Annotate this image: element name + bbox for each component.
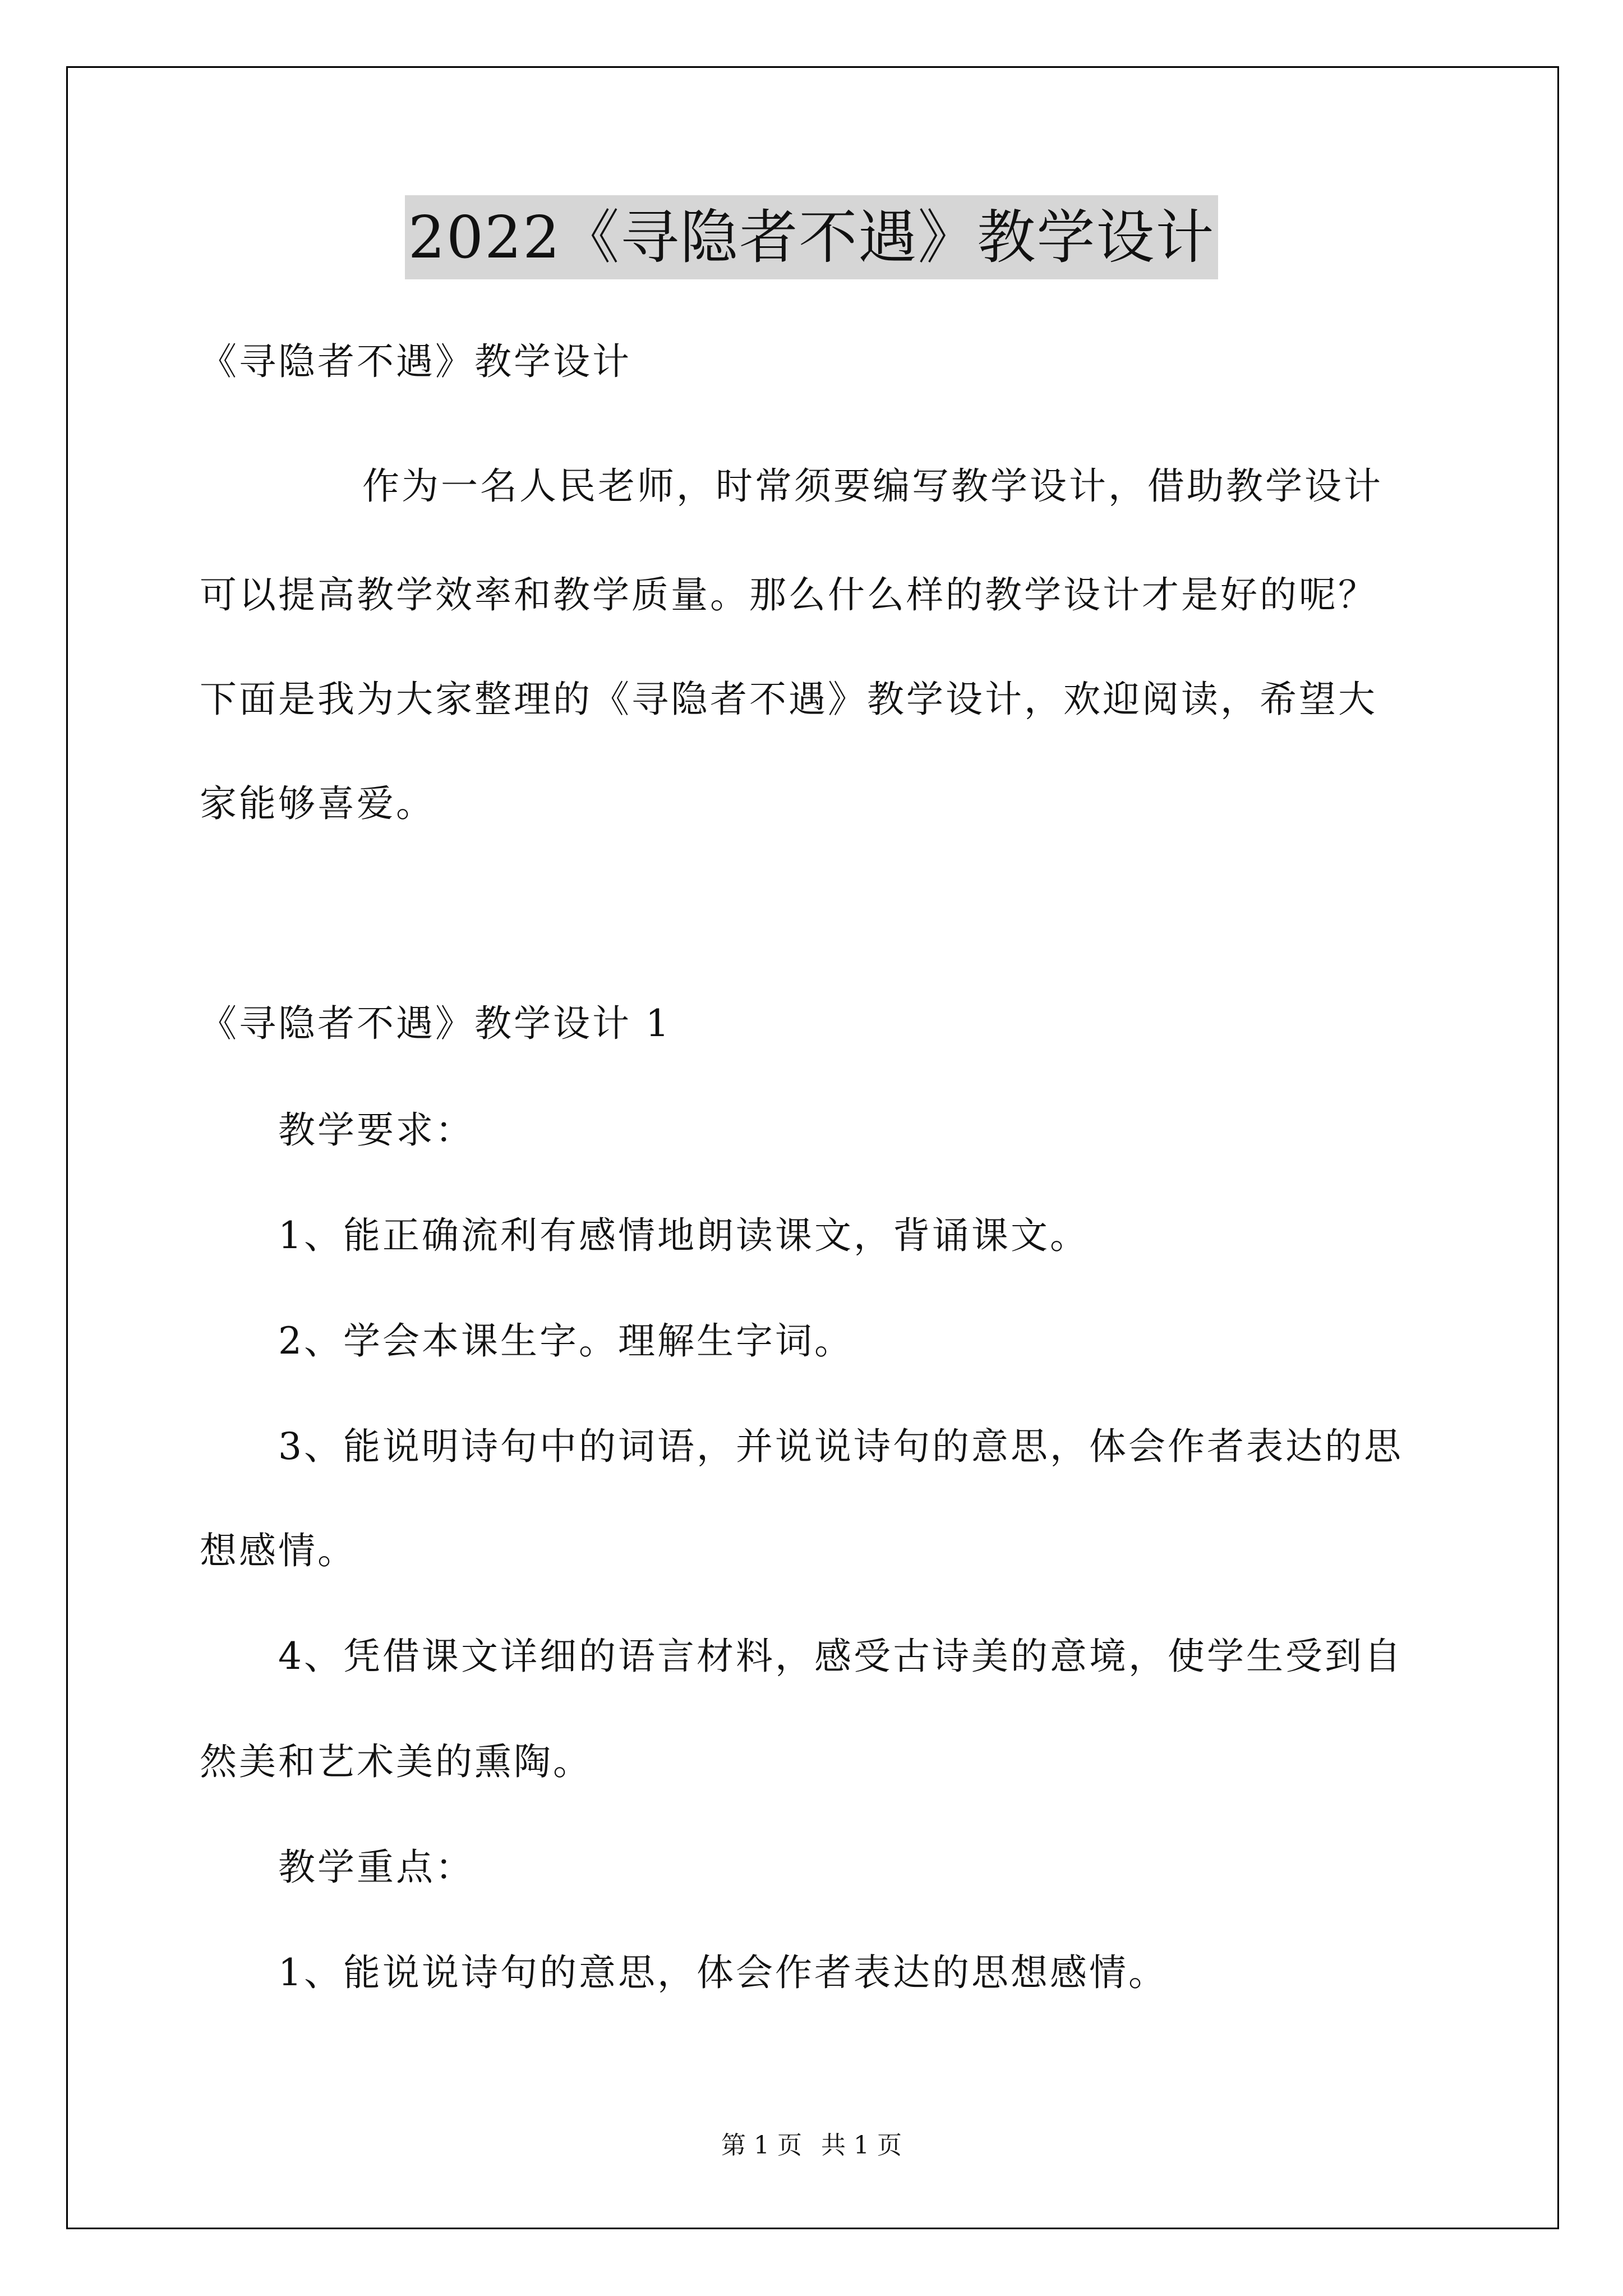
page-number: 第 1 页	[721, 2131, 802, 2160]
intro-line-4: 家能够喜爱。	[200, 782, 435, 825]
requirement-3-cont: 想感情。	[200, 1529, 357, 1572]
requirement-4-cont: 然美和艺术美的熏陶。	[200, 1740, 592, 1783]
key-points-heading: 教学重点：	[278, 1846, 474, 1889]
key-point-1: 1、能说说诗句的意思，体会作者表达的思想感情。	[278, 1951, 1168, 1994]
requirements-heading: 教学要求：	[278, 1108, 474, 1152]
title-wrap	[0, 195, 1623, 279]
document-title: 2022《寻隐者不遇》教学设计	[405, 195, 1219, 279]
section-heading: 《寻隐者不遇》教学设计 1	[200, 1002, 671, 1045]
subtitle-line: 《寻隐者不遇》教学设计	[200, 340, 631, 383]
page-footer	[0, 2129, 1623, 2162]
requirement-1: 1、能正确流利有感情地朗读课文，背诵课文。	[278, 1214, 1089, 1257]
intro-line-1: 作为一名人民老师，时常须要编写教学设计，借助教学设计	[362, 464, 1383, 508]
intro-line-3: 下面是我为大家整理的《寻隐者不遇》教学设计，欢迎阅读，希望大	[200, 678, 1377, 721]
intro-line-2: 可以提高教学效率和教学质量。那么什么样的教学设计才是好的呢？	[200, 573, 1377, 616]
requirement-4: 4、凭借课文详细的语言材料，感受古诗美的意境，使学生受到自	[278, 1635, 1403, 1678]
requirement-2: 2、学会本课生字。理解生字词。	[278, 1319, 854, 1363]
page-total: 共 1 页	[821, 2131, 902, 2160]
requirement-3: 3、能说明诗句中的词语，并说说诗句的意思，体会作者表达的思	[278, 1425, 1403, 1468]
